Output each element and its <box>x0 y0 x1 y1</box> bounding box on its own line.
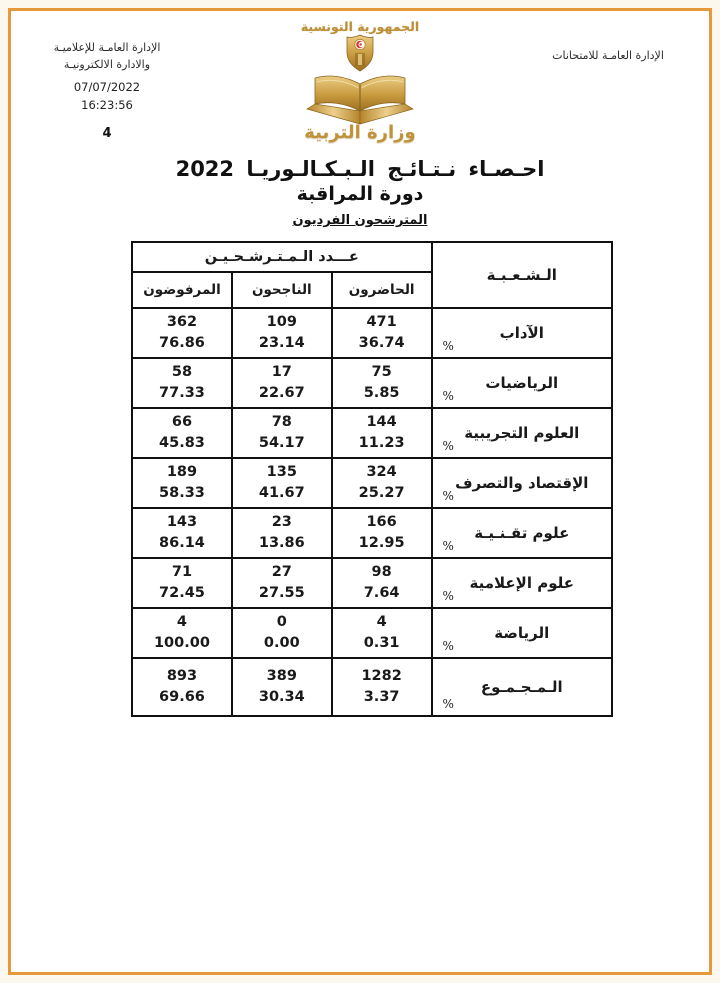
cell-failed <box>132 308 232 358</box>
table-row <box>132 358 612 408</box>
ministry-logo <box>275 19 445 143</box>
passed-count: 27 <box>271 564 292 580</box>
failed-count: 189 <box>166 464 198 480</box>
cell-passed <box>232 608 332 658</box>
failed-pct: 45.83 <box>159 435 205 451</box>
present-pct: 11.23 <box>358 435 405 451</box>
table-header-row-1 <box>132 242 612 272</box>
percent-symbol: % <box>442 439 454 453</box>
section-cell <box>432 508 612 558</box>
passed-pct: 41.67 <box>258 485 305 501</box>
present-pct: 5.85 <box>363 385 400 401</box>
percent-symbol: % <box>442 389 454 403</box>
present-pct: 3.37 <box>363 689 400 705</box>
percent-symbol: % <box>442 539 454 553</box>
failed-count: 362 <box>166 314 198 330</box>
failed-pct: 77.33 <box>159 385 205 401</box>
failed-pct: 72.45 <box>159 585 205 601</box>
cell-passed <box>232 558 332 608</box>
emblem-book-icon <box>285 34 435 126</box>
passed-pct: 30.34 <box>258 689 305 705</box>
table-row-total <box>132 658 612 716</box>
cell-failed <box>132 508 232 558</box>
section-cell <box>432 308 612 358</box>
cell-present <box>332 608 432 658</box>
table-row <box>132 558 612 608</box>
passed-pct: 23.14 <box>258 335 305 351</box>
cell-present <box>332 408 432 458</box>
passed-count: 17 <box>271 364 292 380</box>
percent-symbol: % <box>442 697 454 711</box>
passed-count: 23 <box>271 514 292 530</box>
cell-passed <box>232 458 332 508</box>
section-name: الرياضة <box>494 624 550 642</box>
passed-pct: 0.00 <box>263 635 300 651</box>
cell-present <box>332 508 432 558</box>
failed-pct: 86.14 <box>159 535 205 551</box>
page-number: 4 <box>102 125 112 141</box>
table-row <box>132 458 612 508</box>
cell-present <box>332 458 432 508</box>
section-column-header: الـشـعـبـة <box>432 242 612 308</box>
print-time: 16:23:56 <box>81 97 133 112</box>
cell-failed <box>132 458 232 508</box>
section-name: علوم تقـنـيـة <box>474 524 570 542</box>
cell-present <box>332 308 432 358</box>
cell-passed <box>232 408 332 458</box>
results-table <box>131 241 613 717</box>
header-left-block <box>27 39 187 144</box>
passed-pct: 13.86 <box>258 535 305 551</box>
section-cell <box>432 608 612 658</box>
failed-count: 143 <box>166 514 198 530</box>
cell-passed <box>232 658 332 716</box>
percent-symbol: % <box>442 339 454 353</box>
present-count: 1282 <box>361 668 402 684</box>
table-row <box>132 308 612 358</box>
present-count: 4 <box>376 614 387 630</box>
cell-passed <box>232 358 332 408</box>
section-name: علوم الإعلامية <box>469 574 574 592</box>
failed-count: 71 <box>171 564 193 580</box>
section-name: الآداب <box>499 324 544 342</box>
present-pct: 0.31 <box>363 635 400 651</box>
right-dept: الإدارة العامـة للامتحانات <box>552 49 664 62</box>
header-right-block <box>523 49 693 62</box>
cell-present <box>332 658 432 716</box>
left-dept-line1: الإدارة العامـة للإعلاميـة <box>53 41 161 54</box>
present-count: 98 <box>371 564 392 580</box>
percent-symbol: % <box>442 489 454 503</box>
cell-failed <box>132 608 232 658</box>
passed-count: 78 <box>271 414 292 430</box>
present-pct: 25.27 <box>358 485 405 501</box>
section-name: الإقتصاد والتصرف <box>455 474 589 492</box>
present-count: 471 <box>366 314 397 330</box>
present-count: 324 <box>366 464 397 480</box>
cell-passed <box>232 308 332 358</box>
ministry-name: وزارة التربية <box>304 122 416 143</box>
failed-count: 58 <box>171 364 193 380</box>
failed-count: 66 <box>171 414 193 430</box>
failed-pct: 69.66 <box>159 689 205 705</box>
present-count: 144 <box>366 414 397 430</box>
print-date: 07/07/2022 <box>73 80 141 95</box>
left-dept-line2: والادارة الالكترونيـة <box>63 58 151 72</box>
passed-count: 389 <box>266 668 297 684</box>
table-row <box>132 508 612 558</box>
present-count: 75 <box>371 364 392 380</box>
percent-symbol: % <box>442 639 454 653</box>
cell-failed <box>132 408 232 458</box>
failed-pct: 76.86 <box>159 335 205 351</box>
section-name: العلوم التجريبية <box>464 424 580 442</box>
passed-pct: 54.17 <box>258 435 305 451</box>
section-cell <box>432 658 612 716</box>
failed-count: 893 <box>166 668 198 684</box>
republic-calligraphy: الجمهورية التونسية <box>300 19 420 34</box>
present-column-header: الحاضرون <box>332 272 432 308</box>
section-cell <box>432 458 612 508</box>
candidates-group-header: عـــدد الـمـتـرشـحـيـن <box>132 242 432 272</box>
passed-count: 135 <box>266 464 297 480</box>
cell-failed <box>132 358 232 408</box>
cell-present <box>332 358 432 408</box>
passed-pct: 22.67 <box>258 385 305 401</box>
failed-column-header: المرفوضون <box>132 272 232 308</box>
cell-failed <box>132 558 232 608</box>
present-pct: 36.74 <box>358 335 405 351</box>
subtitle: المترشحون الفرديون <box>292 213 428 228</box>
present-count: 166 <box>366 514 397 530</box>
failed-count: 4 <box>176 614 187 630</box>
cell-present <box>332 558 432 608</box>
section-cell <box>432 358 612 408</box>
session-title: دورة المراقبة <box>296 183 424 205</box>
failed-pct: 58.33 <box>159 485 205 501</box>
main-title: احـصـاء نـتـائـج الـبـكـالـوريـا 2022 <box>175 157 545 181</box>
passed-count: 109 <box>266 314 297 330</box>
percent-symbol: % <box>442 589 454 603</box>
section-cell <box>432 558 612 608</box>
failed-pct: 100.00 <box>153 635 210 651</box>
present-pct: 12.95 <box>358 535 405 551</box>
section-name: الرياضيات <box>485 374 559 392</box>
document-page <box>8 8 712 975</box>
section-name: الـمـجـمـوع <box>480 678 563 696</box>
present-pct: 7.64 <box>363 585 400 601</box>
passed-column-header: الناجحون <box>232 272 332 308</box>
table-row <box>132 408 612 458</box>
passed-count: 0 <box>276 614 287 630</box>
title-block <box>11 157 709 228</box>
table-row <box>132 608 612 658</box>
passed-pct: 27.55 <box>258 585 305 601</box>
cell-failed <box>132 658 232 716</box>
section-cell <box>432 408 612 458</box>
cell-passed <box>232 508 332 558</box>
